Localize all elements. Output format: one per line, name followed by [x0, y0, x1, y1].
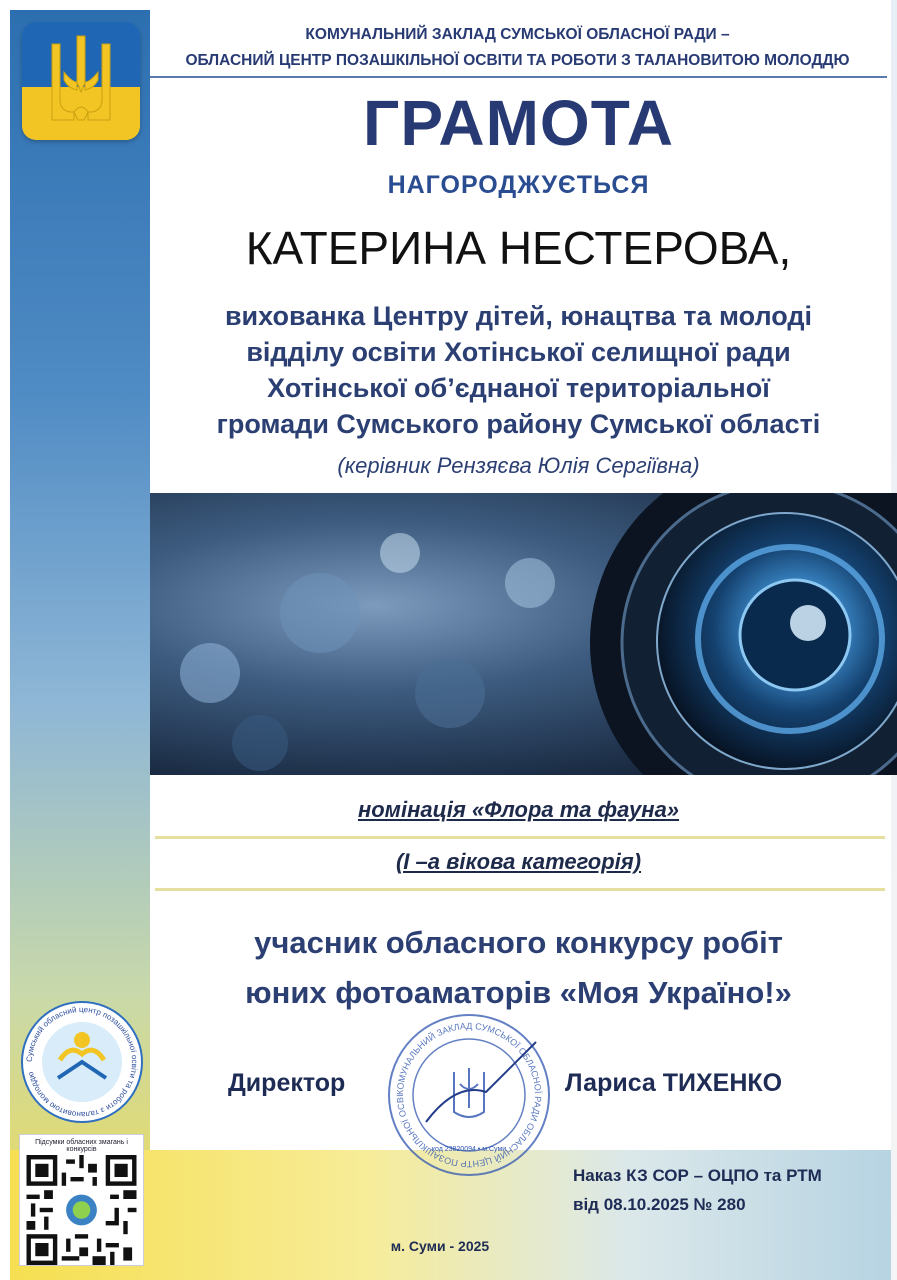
qr-caption: Підсумки обласних змагань і конкурсів	[35, 1139, 128, 1153]
description-line: вихованка Центру дітей, юнацтва та молоді	[224, 301, 813, 331]
recipient-description	[150, 298, 887, 442]
center-logo-icon	[20, 1000, 144, 1124]
logo-ring-text: Сумський обласний центр позашкільної освіти та роботи з талановитою молоддю	[24, 1004, 140, 1120]
divider-line	[155, 836, 885, 839]
participant-line-1: учасник обласного конкурсу робіт	[254, 925, 783, 960]
header-line-1: КОМУНАЛЬНИЙ ЗАКЛАД СУМСЬКОЇ ОБЛАСНОЇ РАДИ –	[305, 26, 730, 43]
description-line: громади Сумського району Сумської області	[216, 409, 821, 439]
footer-city-year: м. Суми - 2025	[390, 1238, 490, 1254]
camera-lens-photo	[150, 493, 897, 775]
qr-code-icon[interactable]	[25, 1155, 138, 1265]
awarded-label: НАГОРОДЖУЄТЬСЯ	[387, 171, 650, 199]
age-category-text: (І –а вікова категорія)	[395, 849, 642, 874]
header-divider	[150, 76, 887, 78]
trident-coat-of-arms-icon	[22, 22, 140, 140]
recipient-name: КАТЕРИНА НЕСТЕРОВА,	[245, 222, 792, 274]
order-line-2: від 08.10.2025 № 280	[573, 1195, 746, 1214]
description-line: відділу освіти Хотінської селищної ради	[246, 337, 791, 367]
director-label: Директор	[228, 1069, 346, 1097]
official-stamp	[386, 1012, 552, 1178]
nomination	[150, 797, 887, 823]
participant-line-2: юних фотоаматорів «Моя Україно!»	[245, 975, 792, 1010]
divider-line	[155, 888, 885, 891]
nomination-text: номінація «Флора та фауна»	[357, 797, 680, 822]
stamp-code: код 23820094 • м.Суми	[431, 1146, 507, 1153]
description-line: Хотінської об’єднаної територіальної	[267, 373, 770, 403]
certificate-title: ГРАМОТА	[363, 87, 674, 159]
director-name: Лариса ТИХЕНКО	[565, 1069, 783, 1097]
header-line-2: ОБЛАСНИЙ ЦЕНТР ПОЗАШКІЛЬНОЇ ОСВІТИ ТА РОБОТИ З ТАЛАНОВИТОЮ МОЛОДДЮ	[185, 52, 850, 69]
order-line-1: Наказ КЗ СОР – ОЦПО та РТМ	[573, 1166, 822, 1185]
leader-name: (керівник Рензяєва Юлія Сергіївна)	[337, 453, 700, 478]
stamp-ring-text: КОМУНАЛЬНИЙ ЗАКЛАД СУМСЬКОЇ ОБЛАСНОЇ РАДИ ОБЛАСНИЙ ЦЕНТР ПОЗАШКІЛЬНОЇ ОСВІ	[394, 1020, 544, 1170]
qr-code-panel	[19, 1134, 144, 1266]
age-category	[150, 849, 887, 875]
